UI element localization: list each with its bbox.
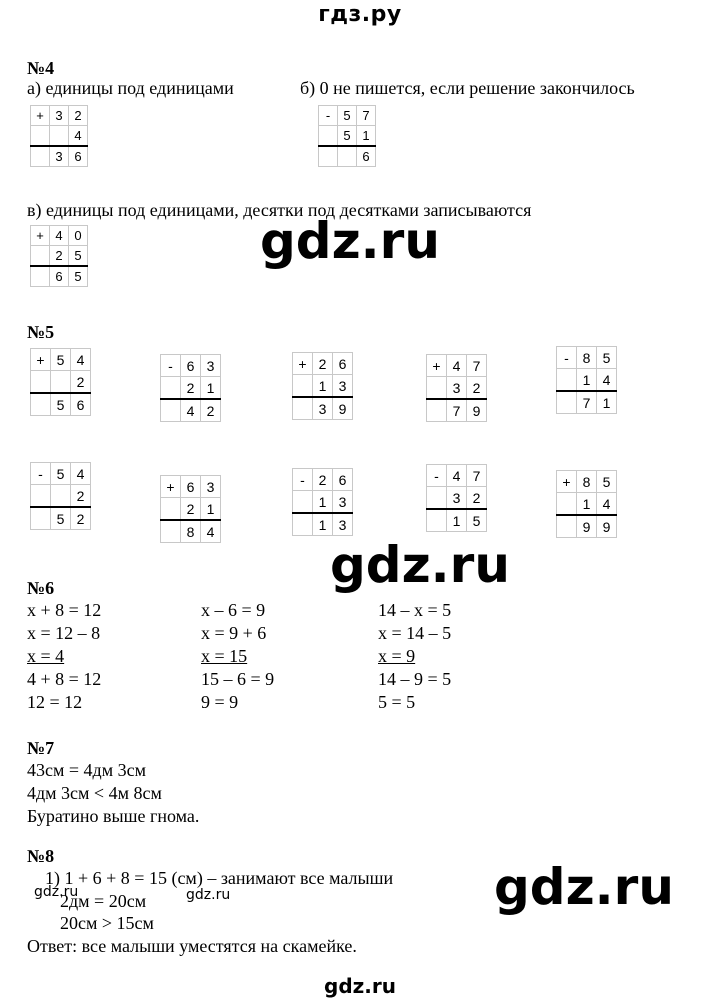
digit-cell: 5 — [51, 463, 71, 485]
digit-cell: 1 — [313, 375, 333, 398]
operand-row — [31, 226, 88, 246]
digit-cell: 8 — [577, 471, 597, 493]
digit-cell: 7 — [357, 106, 376, 126]
operator-cell — [161, 520, 181, 543]
digit-cell: 1 — [313, 491, 333, 514]
operator-cell — [31, 485, 51, 508]
result-row — [31, 266, 88, 287]
digit-cell: 5 — [51, 393, 71, 416]
operand-row — [31, 246, 88, 267]
task-7-line2: 4дм 3см < 4м 8см — [27, 783, 162, 803]
watermark-gdz-small: gdz.ru — [186, 887, 231, 903]
digit-cell: 7 — [447, 399, 467, 422]
digit-cell: 1 — [577, 493, 597, 516]
task-5-example — [292, 352, 353, 420]
task-5-example — [426, 354, 487, 422]
digit-cell: 2 — [467, 487, 487, 510]
operator-cell — [427, 509, 447, 532]
operator-cell: - — [161, 355, 181, 377]
operator-cell — [427, 487, 447, 510]
digit-cell: 4 — [597, 493, 617, 516]
digit-cell: 2 — [71, 371, 91, 394]
operand-row — [557, 369, 617, 392]
operator-cell — [31, 507, 51, 530]
digit-cell: 5 — [51, 507, 71, 530]
digit-cell: 3 — [333, 513, 353, 536]
operator-cell — [427, 399, 447, 422]
operator-cell — [31, 393, 51, 416]
task-7-line1: 43см = 4дм 3см — [27, 760, 146, 780]
task-5-title: №5 — [27, 322, 55, 342]
digit-cell: 5 — [69, 266, 88, 287]
operand-row — [31, 485, 91, 508]
result-row — [161, 399, 221, 422]
digit-cell: 6 — [181, 355, 201, 377]
task-5-example — [160, 354, 221, 422]
digit-cell: 4 — [69, 126, 88, 147]
operator-cell — [161, 399, 181, 422]
operand-row — [161, 377, 221, 400]
task-7-line3: Буратино выше гнома. — [27, 806, 200, 826]
result-row — [161, 520, 221, 543]
task-6-title: №6 — [27, 578, 55, 598]
task-8-line3: 20см > 15см — [60, 913, 154, 933]
digit-cell: 4 — [181, 399, 201, 422]
digit-cell: 4 — [201, 520, 221, 543]
operand-row — [319, 126, 376, 147]
digit-cell: 6 — [333, 353, 353, 375]
eq3-line2: x = 14 – 5 — [378, 623, 452, 643]
digit-cell: 4 — [597, 369, 617, 392]
digit-cell: 1 — [447, 509, 467, 532]
task-8-title: №8 — [27, 846, 55, 866]
operator-cell — [427, 377, 447, 400]
digit-cell: 3 — [201, 355, 221, 377]
digit-cell — [51, 485, 71, 508]
task-5-example — [160, 475, 221, 543]
operand-row — [161, 355, 221, 377]
eq2-line2: x = 9 + 6 — [201, 623, 267, 643]
task-7-title: №7 — [27, 738, 55, 758]
digit-cell: 5 — [467, 509, 487, 532]
digit-cell — [338, 146, 357, 167]
operand-row — [427, 487, 487, 510]
result-row — [31, 507, 91, 530]
operator-cell — [31, 266, 50, 287]
task-8-answer: Ответ: все малыши уместятся на скамейке. — [27, 936, 357, 956]
digit-cell: 1 — [201, 377, 221, 400]
operator-cell — [557, 369, 577, 392]
operator-cell — [557, 515, 577, 538]
digit-cell: 2 — [181, 498, 201, 521]
digit-cell: 4 — [50, 226, 69, 246]
operand-row — [31, 371, 91, 394]
digit-cell: 2 — [50, 246, 69, 267]
operator-cell: + — [161, 476, 181, 498]
digit-cell: 2 — [71, 507, 91, 530]
digit-cell: 1 — [357, 126, 376, 147]
watermark-gdz-small: gdz.ru — [34, 884, 79, 900]
digit-cell — [51, 371, 71, 394]
digit-cell: 2 — [313, 353, 333, 375]
digit-cell: 6 — [333, 469, 353, 491]
operand-row — [319, 106, 376, 126]
operator-cell — [319, 126, 338, 147]
digit-cell: 5 — [597, 347, 617, 369]
eq1-line1: x + 8 = 12 — [27, 600, 102, 620]
digit-cell: 0 — [69, 226, 88, 246]
result-row — [427, 399, 487, 422]
result-row — [31, 393, 91, 416]
operand-row — [161, 476, 221, 498]
operator-cell — [293, 375, 313, 398]
operator-cell: - — [293, 469, 313, 491]
operator-cell: + — [293, 353, 313, 375]
digit-cell: 2 — [467, 377, 487, 400]
eq2-check-result: 9 = 9 — [201, 692, 239, 712]
digit-cell: 3 — [333, 375, 353, 398]
operator-cell: + — [427, 355, 447, 377]
digit-cell: 1 — [201, 498, 221, 521]
digit-cell: 1 — [597, 391, 617, 414]
operand-row — [293, 469, 353, 491]
operand-row — [427, 465, 487, 487]
digit-cell: 3 — [201, 476, 221, 498]
operand-row — [31, 106, 88, 126]
site-header-title: гдз.ру — [318, 2, 402, 27]
digit-cell: 2 — [313, 469, 333, 491]
digit-cell: 7 — [577, 391, 597, 414]
operand-row — [557, 493, 617, 516]
digit-cell: 2 — [71, 485, 91, 508]
operator-cell: + — [31, 106, 50, 126]
digit-cell: 4 — [71, 349, 91, 371]
digit-cell: 6 — [69, 146, 88, 167]
digit-cell: 5 — [338, 126, 357, 147]
eq1-line2: x = 12 – 8 — [27, 623, 101, 643]
operand-row — [427, 355, 487, 377]
digit-cell: 3 — [50, 146, 69, 167]
digit-cell: 1 — [577, 369, 597, 392]
digit-cell: 7 — [467, 465, 487, 487]
operator-cell: - — [319, 106, 338, 126]
operator-cell: - — [427, 465, 447, 487]
task-5-example — [556, 346, 617, 414]
operator-cell — [293, 491, 313, 514]
eq3-check: 14 – 9 = 5 — [378, 669, 452, 689]
digit-cell: 4 — [447, 465, 467, 487]
digit-cell: 8 — [577, 347, 597, 369]
eq1-check-result: 12 = 12 — [27, 692, 83, 712]
watermark-gdz: gdz.ru — [494, 858, 674, 916]
result-row — [557, 391, 617, 414]
watermark-gdz: gdz.ru — [330, 536, 510, 594]
digit-cell: 2 — [201, 399, 221, 422]
digit-cell: 3 — [447, 487, 467, 510]
operator-cell — [557, 493, 577, 516]
digit-cell: 5 — [69, 246, 88, 267]
digit-cell: 2 — [181, 377, 201, 400]
digit-cell: 9 — [333, 397, 353, 420]
operator-cell: - — [31, 463, 51, 485]
digit-cell: 4 — [71, 463, 91, 485]
result-row — [293, 513, 353, 536]
digit-cell: 5 — [51, 349, 71, 371]
operator-cell — [31, 146, 50, 167]
digit-cell: 6 — [357, 146, 376, 167]
digit-cell: 2 — [69, 106, 88, 126]
operator-cell — [31, 371, 51, 394]
result-row — [427, 509, 487, 532]
result-row — [557, 515, 617, 538]
digit-cell: 6 — [181, 476, 201, 498]
watermark-gdz: gdz.ru — [260, 212, 440, 270]
digit-cell: 3 — [313, 397, 333, 420]
operand-row — [31, 349, 91, 371]
digit-cell: 5 — [597, 471, 617, 493]
operand-row — [31, 126, 88, 147]
eq1-answer: x = 4 — [27, 646, 65, 666]
operand-row — [557, 471, 617, 493]
task-5-example — [30, 462, 91, 530]
digit-cell: 3 — [333, 491, 353, 514]
operand-row — [293, 353, 353, 375]
operator-cell — [31, 126, 50, 147]
operand-row — [293, 375, 353, 398]
digit-cell: 4 — [447, 355, 467, 377]
digit-cell: 9 — [577, 515, 597, 538]
task-4-a-text: а) единицы под единицами — [27, 78, 234, 98]
operator-cell — [319, 146, 338, 167]
task-4a-column-sum — [30, 105, 88, 167]
digit-cell: 5 — [338, 106, 357, 126]
operator-cell: + — [31, 349, 51, 371]
result-row — [31, 146, 88, 167]
operand-row — [293, 491, 353, 514]
site-footer-title: gdz.ru — [324, 974, 396, 998]
digit-cell — [50, 126, 69, 147]
operator-cell — [557, 391, 577, 414]
operator-cell — [31, 246, 50, 267]
task-5-example — [292, 468, 353, 536]
eq2-answer: x = 15 — [201, 646, 248, 666]
digit-cell: 3 — [447, 377, 467, 400]
eq3-answer: x = 9 — [378, 646, 416, 666]
digit-cell: 6 — [71, 393, 91, 416]
task-4b-column-difference — [318, 105, 376, 167]
digit-cell: 3 — [50, 106, 69, 126]
eq2-line1: x – 6 = 9 — [201, 600, 266, 620]
task-4-b-text: б) 0 не пишется, если решение закончилось — [300, 78, 635, 98]
task-5-example — [30, 348, 91, 416]
eq2-check: 15 – 6 = 9 — [201, 669, 275, 689]
digit-cell: 8 — [181, 520, 201, 543]
eq1-check: 4 + 8 = 12 — [27, 669, 102, 689]
operator-cell: + — [557, 471, 577, 493]
operand-row — [427, 377, 487, 400]
result-row — [319, 146, 376, 167]
digit-cell: 9 — [597, 515, 617, 538]
result-row — [293, 397, 353, 420]
task-4-v-text: в) единицы под единицами, десятки под десятками записываются — [27, 200, 532, 220]
task-8-line2: 2дм = 20см — [60, 891, 147, 911]
task-5-example — [556, 470, 617, 538]
operator-cell: - — [557, 347, 577, 369]
eq3-check-result: 5 = 5 — [378, 692, 416, 712]
operator-cell — [293, 397, 313, 420]
task-8-line1: 1) 1 + 6 + 8 = 15 (см) – занимают все малыши — [45, 868, 394, 888]
task-4-title: №4 — [27, 58, 55, 78]
operator-cell — [161, 377, 181, 400]
digit-cell: 9 — [467, 399, 487, 422]
operator-cell: + — [31, 226, 50, 246]
task-4v-column-sum — [30, 225, 88, 287]
digit-cell: 6 — [50, 266, 69, 287]
eq3-line1: 14 – x = 5 — [378, 600, 452, 620]
operand-row — [161, 498, 221, 521]
operator-cell — [161, 498, 181, 521]
operand-row — [31, 463, 91, 485]
digit-cell: 1 — [313, 513, 333, 536]
digit-cell: 7 — [467, 355, 487, 377]
operand-row — [557, 347, 617, 369]
operator-cell — [293, 513, 313, 536]
task-5-example — [426, 464, 487, 532]
